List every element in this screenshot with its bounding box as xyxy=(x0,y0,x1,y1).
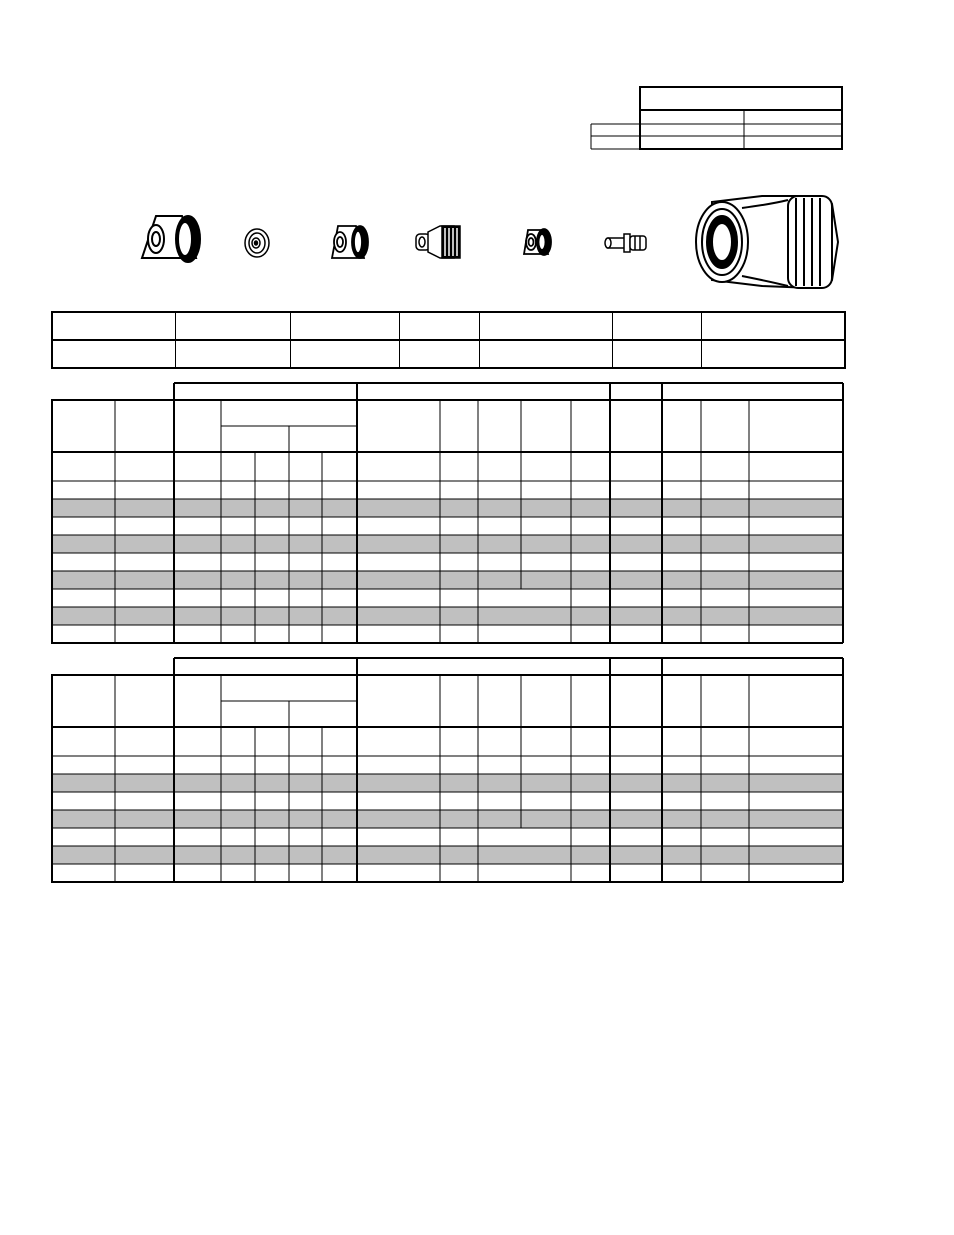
cut-chart-2 xyxy=(51,657,845,883)
cut-chart-1 xyxy=(51,382,845,644)
top-right-table xyxy=(590,86,844,150)
top-right-table-grid xyxy=(590,86,844,150)
shield-retainer-icon xyxy=(240,226,274,260)
nozzle-icon xyxy=(414,222,464,262)
cut-chart-1-grid xyxy=(51,382,845,644)
part-number-value-row xyxy=(52,340,845,368)
torch-body-icon xyxy=(692,194,840,290)
cut-chart-2-grid xyxy=(51,657,845,883)
part-number-header-row xyxy=(52,312,845,340)
electrode-icon xyxy=(602,228,652,258)
consumables-row xyxy=(120,190,840,290)
cut-chart-1-shading xyxy=(51,499,844,625)
swirl-ring-icon xyxy=(520,226,554,260)
cut-chart-2-shading xyxy=(51,774,844,864)
part-number-table xyxy=(51,311,846,369)
nozzle-retainer-icon xyxy=(326,220,370,264)
shield-icon xyxy=(134,210,204,270)
